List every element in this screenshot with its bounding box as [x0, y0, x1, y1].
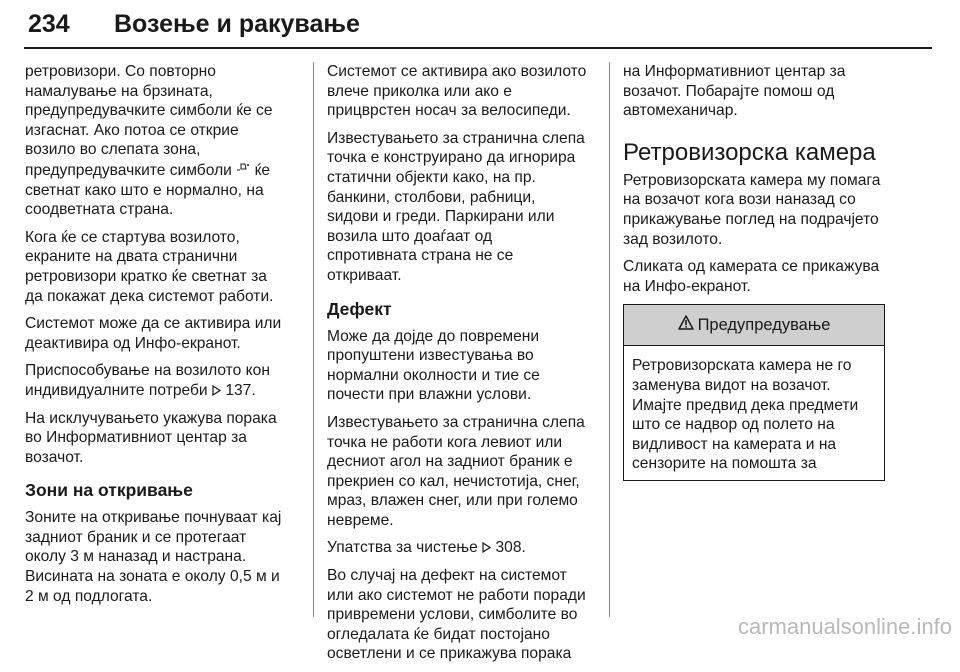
text-line: деактивира од Инфо-екранот. [25, 334, 241, 352]
watermark: carmanualsonline.info [737, 614, 952, 639]
text-line: огледалата ќе бидат постојано [327, 625, 550, 643]
text-line: задниот браник и се протегаат [25, 528, 247, 546]
text-line: Во случај на дефект на системот [327, 567, 567, 585]
column-divider [313, 62, 314, 617]
text-line: спротивната страна не се [327, 247, 514, 265]
text-line: прицврстен носач за велосипеди. [327, 102, 571, 120]
text-line: Системот може да се активира или [25, 315, 282, 333]
paragraph [623, 62, 887, 121]
text-line: Зоните на откривање почнуваат кај [25, 509, 282, 527]
text-line: заменува видот на возачот. [632, 376, 831, 394]
paragraph [327, 538, 597, 558]
text-line: изгаснат. Ако потоа се открие [25, 121, 239, 139]
section-heading-defect: Дефект [327, 298, 392, 319]
paragraph [623, 257, 887, 296]
text-line: Ретровизорската камера му помага [623, 171, 881, 189]
text-line: десниот агол на задниот браник е [327, 453, 573, 471]
text-line: на возачот кога вози наназад со [623, 191, 856, 209]
side-mirror-warning-icon [236, 160, 250, 180]
text-line: 2 м од подлогата. [25, 587, 153, 605]
section-heading-rear-camera: Ретровизорска камера [623, 138, 876, 166]
text-line: околу 3 м наназад и настрана. [25, 548, 247, 566]
text-line: екраните на двата странични [25, 248, 238, 266]
text-line: Може да дојде до повремени [327, 327, 540, 345]
text-line: влече приколка или ако е [327, 82, 512, 100]
text-line: ретровизори кратко ќе светнат за [25, 267, 267, 285]
text-line: соодветната страна. [25, 201, 174, 219]
paragraph [327, 129, 597, 286]
page-number: 234 [28, 10, 70, 38]
paragraph [25, 62, 303, 220]
warning-triangle-icon [678, 315, 694, 336]
text-fragment: ќе [254, 161, 271, 179]
text-line: осветлени и се прикажува порака [327, 645, 572, 663]
text-line: или ако системот не работи поради [327, 586, 586, 604]
text-line: Приспособување на возилото кон [25, 362, 270, 380]
text-line: Известувањето за странична слепа [327, 129, 585, 147]
paragraph [25, 409, 303, 468]
paragraph [327, 327, 597, 405]
text-line: сензорите на помошта за [632, 455, 817, 473]
text-line: Висината на зоната е околу 0,5 м и [25, 568, 280, 586]
paragraph [25, 508, 303, 606]
text-line: возило во слепата зона, [25, 141, 201, 159]
text-line: почести при влажни услови. [327, 386, 532, 404]
paragraph [25, 314, 303, 353]
paragraph [327, 413, 597, 531]
text-line: мраз, влажен снег, или при големо [327, 492, 578, 510]
text-line: Системот се активира ако возилото [327, 63, 587, 80]
text-line: Известувањето за странична слепа [327, 413, 585, 431]
text-line [25, 160, 303, 181]
page-reference-link[interactable]: 137. [225, 381, 256, 399]
text-fragment: Упатства за чистење [327, 539, 478, 557]
text-line: ѕидови и греди. Паркирани или [327, 208, 555, 226]
text-line: Сликата од камерата се прикажува [623, 258, 880, 276]
text-line: пропуштени известувања во [327, 347, 534, 365]
page-reference-link[interactable]: 308. [495, 539, 526, 557]
text-line: зад возилото. [623, 230, 723, 248]
column-divider [609, 62, 610, 617]
header-rule [24, 47, 932, 49]
text-line: видливост на камерата и на [632, 435, 837, 453]
text-line: светнат како што е нормално, на [25, 181, 264, 199]
text-line: што се надвор од полето на [632, 416, 835, 434]
arrow-reference-icon [482, 542, 491, 553]
warning-body [624, 346, 884, 480]
text-line: намалување на брзината, [25, 82, 213, 100]
warning-title: Предупредување [697, 315, 831, 334]
text-line: возила што доаѓаат од [327, 227, 493, 245]
text-line: привремени услови, симболите во [327, 606, 578, 624]
text-fragment: предупредувачките симболи [25, 161, 232, 179]
text-line: Ретровизорската камера не го [632, 357, 852, 375]
page-header [24, 8, 932, 48]
warning-box [623, 304, 885, 481]
text-line: предупредувачките симболи ќе се [25, 102, 273, 120]
paragraph [327, 62, 597, 121]
section-heading-zones: Зони на откривање [25, 480, 193, 501]
text-line: точка е конструирано да игнорира [327, 149, 576, 167]
text-line: во Информативниот центар за [25, 429, 247, 447]
paragraph [327, 566, 597, 664]
text-line: статични објекти како, на пр. [327, 168, 536, 186]
text-line [327, 538, 597, 558]
paragraph [25, 361, 303, 400]
text-line: нормални околности и тие се [327, 366, 540, 384]
text-line: возачот. Побарајте помош од [623, 82, 835, 100]
text-line: На исклучувањето укажува порака [25, 409, 277, 427]
text-line: Имајте предвид дека предмети [632, 396, 859, 414]
text-line: возачот. [25, 448, 84, 466]
paragraph [25, 228, 303, 306]
warning-header [624, 305, 884, 346]
text-line: да покажат дека системот работи. [25, 287, 274, 305]
text-fragment: индивидуалните потреби [25, 381, 208, 399]
column-1 [25, 62, 303, 614]
page-title: Возење и ракување [114, 10, 360, 38]
text-line: на Инфо-екранот. [623, 277, 751, 295]
text-line: невреме. [327, 511, 394, 529]
text-line [25, 381, 303, 401]
text-line: на Информативниот центар за [623, 63, 846, 80]
text-line: откриваат. [327, 266, 402, 284]
paragraph [623, 171, 887, 249]
arrow-reference-icon [212, 385, 221, 396]
text-line: ретровизори. Со повторно [25, 63, 216, 80]
text-line: прикажување поглед на подрачјето [623, 210, 879, 228]
column-2 [327, 62, 597, 672]
text-line: банкини, столбови, рабници, [327, 188, 536, 206]
text-line: точка не работи кога левиот или [327, 433, 563, 451]
text-line: Кога ќе се стартува возилото, [25, 228, 240, 246]
text-line: прекриен со кал, нечистотија, снег, [327, 472, 580, 490]
column-3 [623, 62, 887, 481]
text-line: автомеханичар. [623, 102, 738, 120]
